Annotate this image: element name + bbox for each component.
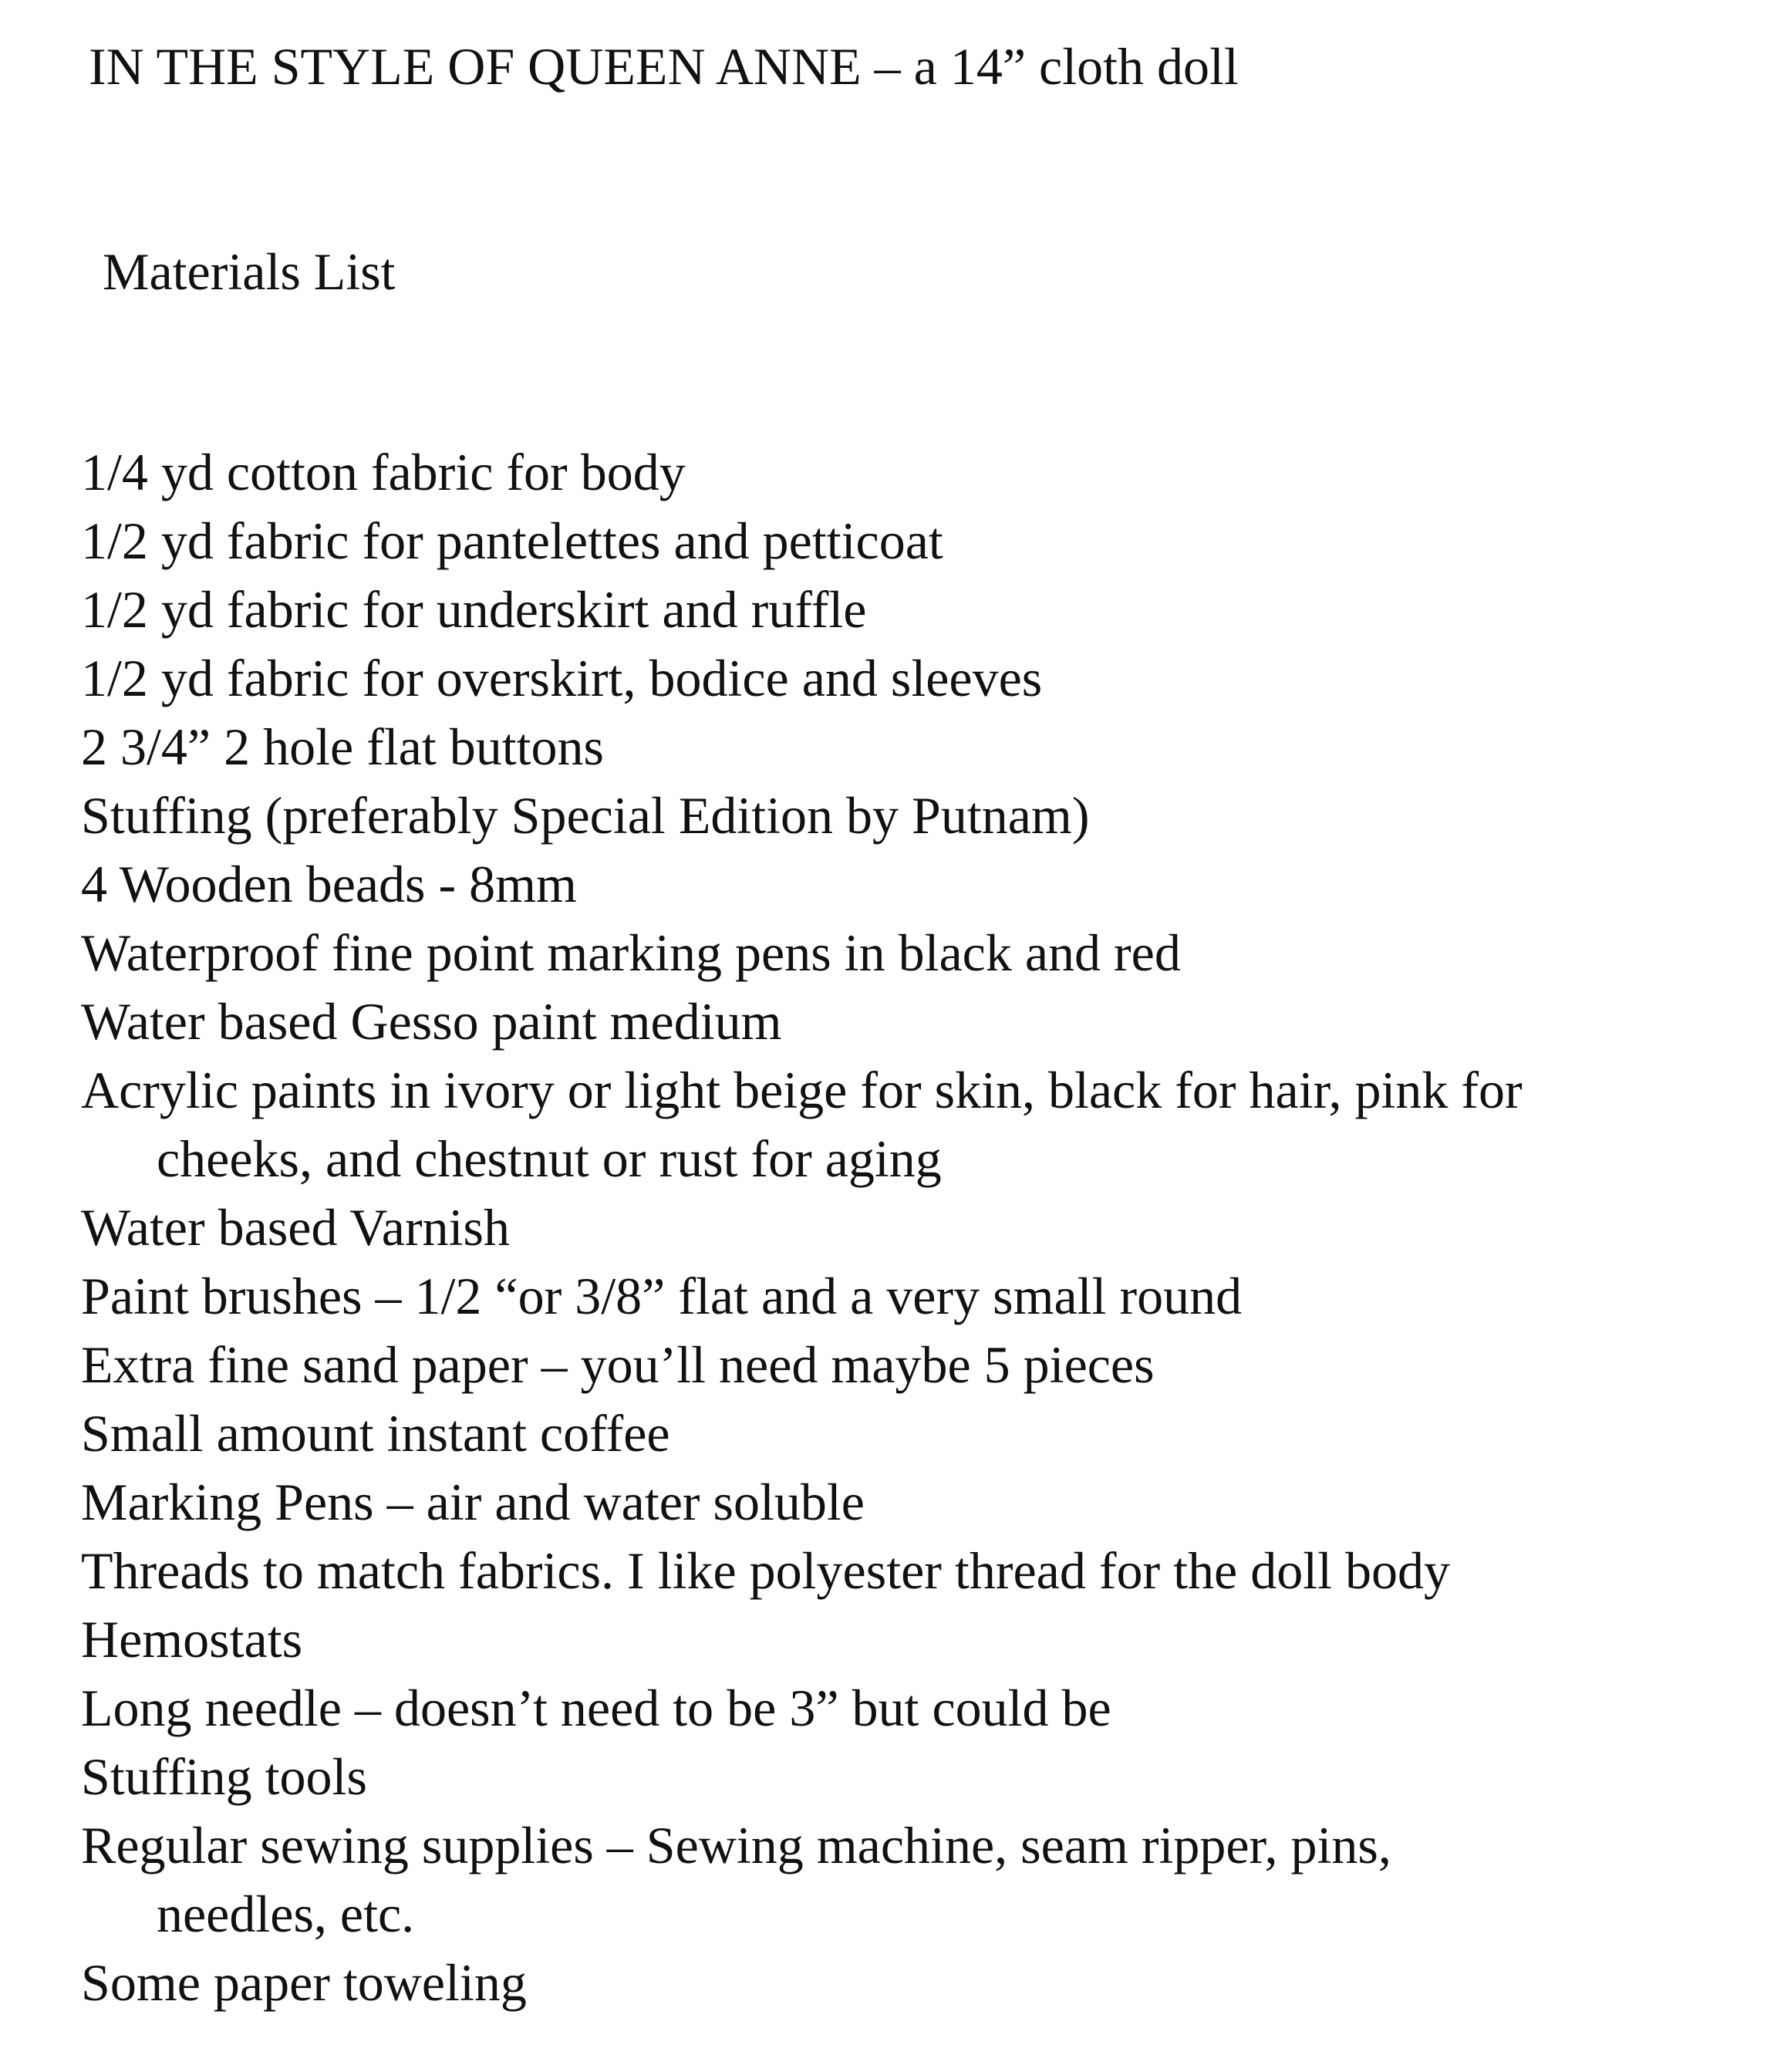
list-item: Hemostats (81, 1610, 303, 1669)
list-item: 4 Wooden beads - 8mm (81, 855, 577, 913)
list-item: 1/2 yd fabric for overskirt, bodice and sleeves (81, 649, 1043, 707)
list-item: Acrylic paints in ivory or light beige for skin, black for hair, pink for (81, 1061, 1523, 1119)
list-item: 1/4 yd cotton fabric for body (81, 443, 686, 501)
document-title: IN THE STYLE OF QUEEN ANNE – a 14” cloth doll (89, 37, 1239, 96)
list-item: Stuffing tools (81, 1747, 367, 1806)
materials-list (81, 438, 1747, 2017)
list-item: Waterproof fine point marking pens in black and red (81, 923, 1181, 982)
list-item: Paint brushes – 1/2 “or 3/8” flat and a very small round (81, 1267, 1243, 1325)
list-item-continuation: cheeks, and chestnut or rust for aging (157, 1129, 942, 1188)
list-item: Small amount instant coffee (81, 1404, 670, 1463)
list-item: Stuffing (preferably Special Edition by Putnam) (81, 786, 1090, 845)
list-item: Regular sewing supplies – Sewing machine, seam ripper, pins, (81, 1816, 1391, 1875)
materials-list-heading: Materials List (103, 242, 396, 301)
list-item: Long needle – doesn’t need to be 3” but could be (81, 1679, 1111, 1737)
list-item: Water based Varnish (81, 1198, 510, 1257)
list-item-continuation: needles, etc. (157, 1885, 415, 1943)
list-item: 2 3/4” 2 hole flat buttons (81, 717, 605, 776)
list-item: Marking Pens – air and water soluble (81, 1473, 865, 1531)
list-item: 1/2 yd fabric for pantelettes and petticoat (81, 511, 943, 570)
list-item: Water based Gesso paint medium (81, 992, 782, 1051)
list-item: Threads to match fabrics. I like polyester thread for the doll body (81, 1541, 1450, 1600)
list-item: Extra fine sand paper – you’ll need maybe 5 pieces (81, 1335, 1155, 1394)
list-item: 1/2 yd fabric for underskirt and ruffle (81, 580, 867, 639)
list-item: Some paper toweling (81, 1953, 527, 2012)
